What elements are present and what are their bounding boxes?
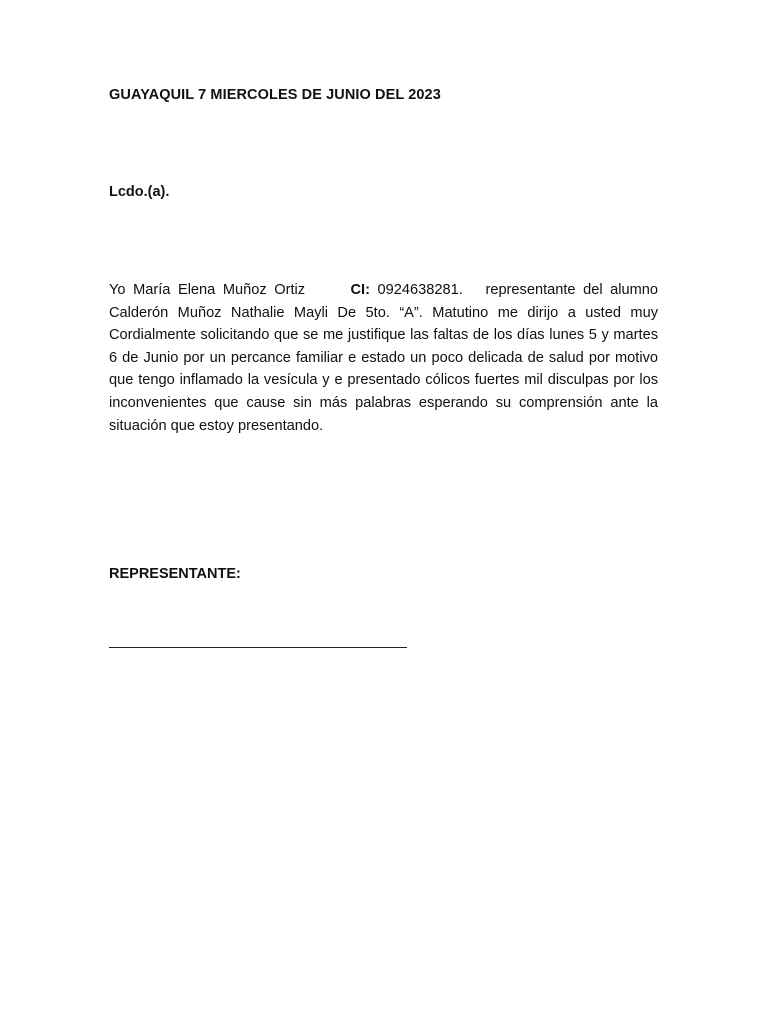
ci-label: CI: <box>350 282 370 298</box>
date-line: GUAYAQUIL 7 MIERCOLES DE JUNIO DEL 2023 <box>109 87 441 103</box>
body-main: representante del alumno Calderón Muñoz Nathalie Mayli De 5to. “A”. Matutino me dirijo a usted muy Cordialmente solicitando que se me justifique las faltas de los días lunes 5 y martes 6 de Junio por un percance familiar e estado un poco delicada de salud por motivo que tengo inflamado la vesícula y e presentado cólicos fuertes mil disculpas por los inconvenientes que cause sin más palabras esperando su comprensión ante la situación que estoy presentando. <box>109 282 659 434</box>
body-intro: Yo María Elena Muñoz Ortiz <box>109 282 306 298</box>
salutation: Lcdo.(a). <box>109 184 170 200</box>
ci-number: 0924638281. <box>377 282 463 298</box>
signature-label: REPRESENTANTE: <box>109 566 241 582</box>
signature-line <box>109 647 407 648</box>
letter-body <box>109 279 658 437</box>
